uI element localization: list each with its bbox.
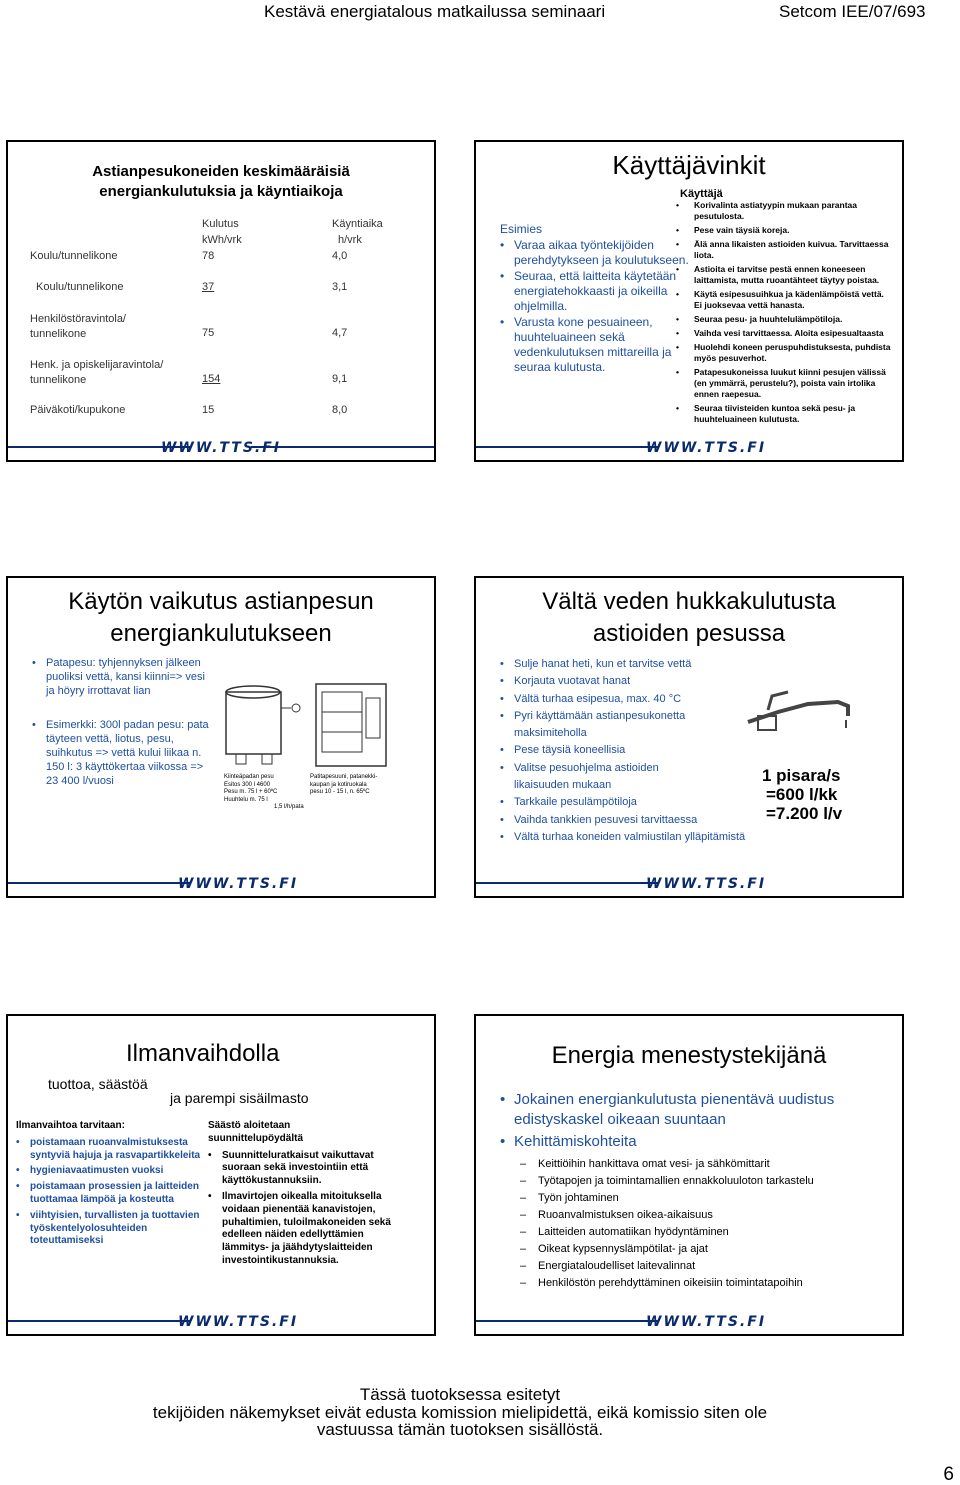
sub-item: – Oikeat kypsennyslämpötilat- ja ajat [520,1241,900,1258]
list-item: • Varaa aikaa työntekijöiden perehdytykseen ja koulutukseen. [500,238,690,268]
success-list [500,1090,900,1296]
list-item: • poistamaan ruoanvalmistuksesta syntyviä hajuja ja rasvapartikkeleita [16,1137,201,1163]
list-item: • Älä anna likaisten astioiden kuivua. Tarvittaessa liota. [676,239,891,261]
drip-line: 1 pisara/s [762,766,841,785]
row-label: Päiväkoti/kupukone [30,404,126,416]
sub-item: – Ruoanvalmistuksen oikea-aikaisuus [520,1207,900,1224]
row-label: Henk. ja opiskelijaravintola/ tunnelikone [30,359,164,386]
savings-list [208,1150,398,1268]
ventilation-needs [16,1120,201,1248]
row-hours: 3,1 [332,281,348,293]
list-item: • hygieniavaatimusten vuoksi [16,1165,201,1178]
page-number: 6 [943,1464,954,1485]
row-hours: 9,1 [332,373,348,385]
list-item: • Varusta kone pesuaineen, huuhteluaineen sekä vedenkulutuksen mittareilla ja seuraa kulutusta. [500,315,690,375]
drip-line: =7.200 l/v [766,804,843,823]
list-item: • Ilmavirtojen oikealla mitoituksella voidaan pienentää kanavistojen, puhaltimien, tuloilmakoneiden sekä edelleen näiden edellyttämien lämmitys- ja jäähdytyslaitteiden investointikustannuksia. [208,1191,398,1268]
machine2-row: pesu 10 - 15 l, n. 65ºC [310,789,370,795]
list-item: • Patapesu: tyhjennyksen jälkeen puoliksi vettä, kansi kiinni=> vesi ja höyry irrottavat lian [32,656,212,698]
slide-5 [6,1014,436,1336]
sub-item: – Keittiöihin hankittava omat vesi- ja sähkömittarit [520,1156,900,1173]
row-label: Koulu/tunnelikone [36,281,124,293]
list-item: • viihtyisien, turvallisten ja tuottavien työskentelyolosuhteiden toteuttamiseksi [16,1210,201,1248]
machine1-row: Huuhtelu m. 75 l [224,796,268,803]
list-item: • Tarkkaile pesulämpötiloja [500,794,800,811]
esimies-label: Esimies [500,222,543,236]
tts-logo: WWW.TTS.FI [646,876,767,892]
list-item: • Korivalinta astiatyypin mukaan parantaa pesutulosta. [676,200,891,222]
disclaimer [0,1386,920,1439]
slide-title: Käytön vaikutus astianpesun energiankulutukseen [68,588,374,647]
slide-title: Käyttäjävinkit [612,150,766,180]
list-item: • Vaihda vesi tarvittaessa. Aloita esipesualtaasta [676,328,891,339]
sub-item: – Energiataloudelliset laitevalinnat [520,1258,900,1275]
list-item: • Vältä turhaa koneiden valmiustilan ylläpitämistä [500,829,800,846]
list-item: • Seuraa tiivisteiden kuntoa sekä pesu- ja huuhteluaineen kulutusta. [676,403,891,425]
slide-6 [474,1014,904,1336]
row-hours: 4,7 [332,327,348,339]
col-kayntiaika-header: Käyntiaika [332,218,383,230]
usage-list [32,656,212,788]
list-item: • Sulje hanat heti, kun et tarvitse vettä [500,656,800,673]
list-item: • Patapesukoneissa luukut kiinni pesujen välissä (en ymmärrä, perustelu?), poista vain irtolika ennen raepesua. [676,367,891,400]
sub-item: – Henkilöstön perehdyttäminen oikeisiin toimintatapoihin [520,1275,900,1292]
tts-logo: WWW.TTS.FI [160,440,282,456]
list-item: • Seuraa pesu- ja huuhtelulämpötiloja. [676,314,891,325]
row-hours: 8,0 [332,404,348,416]
esimies-list [500,238,690,376]
machine1-row: Pesu m. 75 l + 60ºC [224,789,278,795]
slide-title: Vältä veden hukkakulutusta astioiden pesussa [542,588,836,647]
development-targets [520,1156,900,1292]
machine2-caption [310,774,390,797]
list-item: • Jokainen energiankulutusta pienentävä uudistus edistyskaskel oikeaan suuntaan [500,1090,900,1130]
machine2-label: Patitapesuuni, patanekki- kaupan ja kotiruokala [310,774,378,788]
disclaimer-line: vastuussa tämän tuotoksen sisällöstä. [316,1420,604,1439]
slide-4 [474,576,904,898]
list-item: • Suunnitteluratkaisut vaikuttavat suoraan sekä investointiin että käyttökustannuksiin. [208,1150,398,1188]
list-item: • poistamaan prosessien ja laitteiden tuottamaa lämpöä ja kosteutta [16,1181,201,1207]
list-item: • Valitse pesuohjelma astioiden likaisuuden mukaan [500,760,675,795]
machine1-row: Esitos 300 l 4600 [224,781,271,788]
drip-stat [762,766,842,823]
list-item: • Pyri käyttämään astianpesukonetta maksimiteholla [500,708,710,743]
tts-logo: WWW.TTS.FI [178,1314,299,1330]
document-header-right: Setcom IEE/07/693 [779,2,926,21]
machine1-small: 1,5 l/h/pata [274,804,304,810]
col-kayntiaika-unit: h/vrk [338,234,362,246]
savings-section [208,1120,398,1268]
slide-title: Energia menestystekijänä [551,1042,827,1069]
row-kwh: 75 [202,327,215,339]
sub-item: – Työtapojen ja toimintamallien ennakkoluuloton tarkastelu [520,1173,900,1190]
row-label: Henkilöstöravintola/ tunnelikone [30,313,126,340]
tts-logo: WWW.TTS.FI [646,440,767,456]
machine1-label: Kiinteäpadan pesu [224,774,274,780]
list-item: • Vaihda tankkien pesuvesi tarvittaessa [500,812,800,829]
kayttaja-list [676,200,891,428]
list-item: • Kehittämiskohteita [500,1132,900,1152]
document-header-left: Kestävä energiatalous matkailussa seminaari [264,2,606,21]
list-item: • Huolehdi koneen peruspuhdistuksesta, puhdista myös pesuverhot. [676,342,891,364]
list-item: • Astioita ei tarvitse pestä ennen koneeseen laittamista, mutta ruoantähteet täytyy poistaa. [676,264,891,286]
row-label: Koulu/tunnelikone [30,250,118,262]
faucet-icon [738,682,858,742]
col-kulutus-header: Kulutus [202,218,239,230]
list-item: • Korjauta vuotavat hanat [500,673,800,690]
slide-title: Ilmanvaihdolla [126,1040,280,1067]
slide-3 [6,576,436,898]
disclaimer-line: Tässä tuotoksessa esitetyt [359,1385,561,1404]
main-list [500,1090,900,1152]
section-heading: Ilmanvaihtoa tarvitaan: [16,1120,125,1131]
kayttaja-label: Käyttäjä [680,188,723,200]
slide-2 [474,140,904,462]
section-heading: Säästö aloitetaan suunnittelupöydältä [208,1120,303,1144]
col-kulutus-unit: kWh/vrk [202,234,242,246]
sub-item: – Työn johtaminen [520,1190,900,1207]
drip-line: =600 l/kk [766,785,838,804]
slide-title: Astianpesukoneiden keskimääräisiä energiankulutuksia ja käyntiaikoja [92,163,350,200]
list-item: • Seuraa, että laitteita käytetään energiatehokkaasti ja oikeilla ohjelmilla. [500,269,690,314]
slide-subtitle: tuottoa, säästöä [48,1076,148,1092]
machine1-caption [224,774,304,812]
sub-item: – Laitteiden automatiikan hyödyntäminen [520,1224,900,1241]
row-kwh: 154 [202,373,221,385]
needs-list [16,1137,201,1248]
slide-subtitle: ja parempi sisäilmasto [170,1090,309,1106]
disclaimer-line: tekijöiden näkemykset eivät edusta komission mielipidettä, eikä komissio siten ole [152,1402,768,1422]
tts-logo: WWW.TTS.FI [646,1314,767,1330]
row-hours: 4,0 [332,250,348,262]
list-item: • Esimerkki: 300l padan pesu: pata täyteen vettä, liotus, pesu, suihkutus => vettä kului liikaa n. 150 l: 3 käyttökertaa viikossa => 23 400 l/vuosi [32,718,212,788]
list-item: • Vältä turhaa esipesua, max. 40 °C [500,691,800,708]
list-item: • Pese täysiä koneellisia [500,742,800,759]
tts-logo: WWW.TTS.FI [178,876,299,892]
row-kwh: 78 [202,250,215,262]
list-item: • Pese vain täysiä koreja. [676,225,891,236]
list-item: • Käytä esipesusuihkua ja kädenlämpöistä vettä. Ei juoksevaa vettä hanasta. [676,289,891,311]
slide-1 [6,140,436,462]
row-kwh: 37 [202,281,215,293]
row-kwh: 15 [202,404,215,416]
